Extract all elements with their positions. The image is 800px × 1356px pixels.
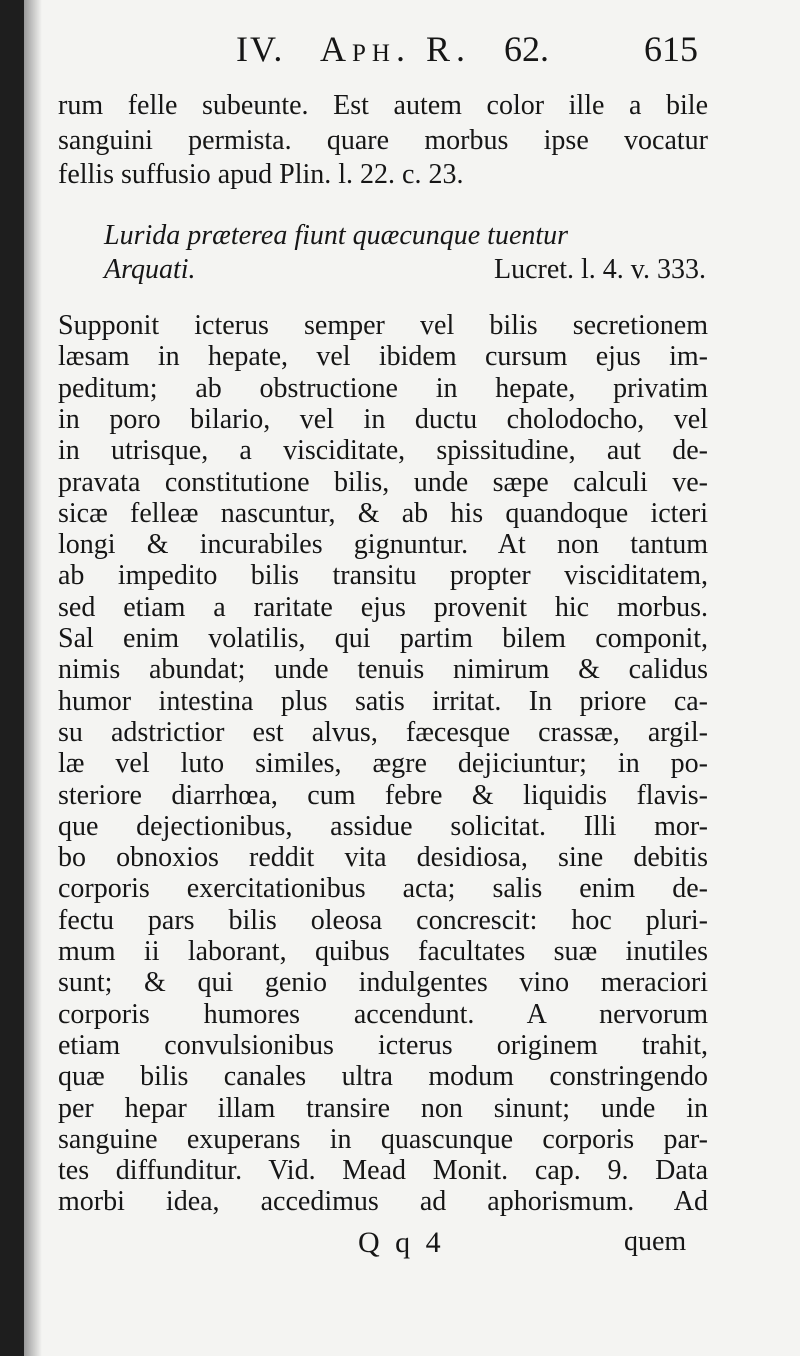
catchword: quem xyxy=(624,1226,687,1257)
text-line: que dejectionibus, assidue solicitat. Illi mor- xyxy=(58,810,708,842)
header-title: Aph. R. xyxy=(320,29,471,69)
page-footer xyxy=(24,1226,800,1266)
text-line: sed etiam a raritate ejus provenit hic morbus. xyxy=(58,591,708,623)
text-line: pravata constitutione bilis, unde sæpe calculi ve- xyxy=(58,466,708,498)
text-line: mum ii laborant, quibus facultates suæ inutiles xyxy=(58,936,708,967)
text-line: corporis exercitationibus acta; salis enim de- xyxy=(58,873,708,905)
text-line: longi & incurabiles gignuntur. At non tantum xyxy=(58,529,708,561)
text-line: per hepar illam transire non sinunt; unde in xyxy=(58,1092,708,1124)
text-line: in poro bilario, vel in ductu cholodocho, vel xyxy=(58,403,708,435)
text-line: su adstrictior est alvus, fæcesque crassæ, argil- xyxy=(58,716,708,748)
text-line: morbi idea, accedimus ad aphorismum. Ad xyxy=(58,1186,708,1218)
text-line: etiam convulsionibus icterus originem trahit, xyxy=(58,1029,708,1061)
aphorism-number: 62. xyxy=(504,29,549,69)
text-line: ab impedito bilis transitu propter visciditatem, xyxy=(58,560,708,592)
gutter-shadow xyxy=(24,0,42,1356)
text-line: rum felle subeunte. Est autem color ille a bile xyxy=(58,90,708,121)
section-number: IV. xyxy=(236,29,285,69)
verse-line-1: Lurida præterea fiunt quæcunque tuentur xyxy=(104,220,569,251)
text-line: sunt; & qui genio indulgentes vino meraciori xyxy=(58,967,708,999)
verse-line-2: Arquati. xyxy=(104,254,196,285)
text-line: fellis suffusio apud Plin. l. 22. c. 23. xyxy=(58,159,464,190)
text-line: corporis humores accendunt. A nervorum xyxy=(58,998,708,1030)
verse-citation: Lucret. l. 4. v. 333. xyxy=(493,254,706,285)
text-line: fectu pars bilis oleosa concrescit: hoc pluri- xyxy=(58,904,708,936)
text-line: tes diffunditur. Vid. Mead Monit. cap. 9. Data xyxy=(58,1155,708,1187)
text-line: nimis abundat; unde tenuis nimirum & calidus xyxy=(58,654,708,686)
text-line: steriore diarrhœa, cum febre & liquidis flavis- xyxy=(58,779,708,811)
text-line: quæ bilis canales ultra modum constringendo xyxy=(58,1061,708,1093)
text-line: sanguini permista. quare morbus ipse vocatur xyxy=(58,124,708,156)
text-line: sanguine exuperans in quascunque corporis par- xyxy=(58,1123,708,1155)
text-line: sicæ felleæ nascuntur, & ab his quandoque icteri xyxy=(58,497,708,529)
book-page xyxy=(24,0,800,1356)
text-line: læsam in hepate, vel ibidem cursum ejus im- xyxy=(58,341,708,373)
page-number: 615 xyxy=(644,29,698,69)
text-line: Supponit icterus semper vel bilis secretionem xyxy=(58,310,708,341)
text-line: peditum; ab obstructione in hepate, privatim xyxy=(58,372,708,404)
running-header xyxy=(24,28,800,78)
signature-mark: Q q 4 xyxy=(358,1226,445,1259)
text-line: bo obnoxios reddit vita desidiosa, sine debitis xyxy=(58,842,708,874)
text-line: læ vel luto similes, ægre dejiciuntur; in po- xyxy=(58,748,708,780)
text-line: in utrisque, a visciditate, spissitudine, aut de- xyxy=(58,435,708,467)
text-line: Sal enim volatilis, qui partim bilem componit, xyxy=(58,623,708,654)
text-line: humor intestina plus satis irritat. In priore ca- xyxy=(58,685,708,717)
